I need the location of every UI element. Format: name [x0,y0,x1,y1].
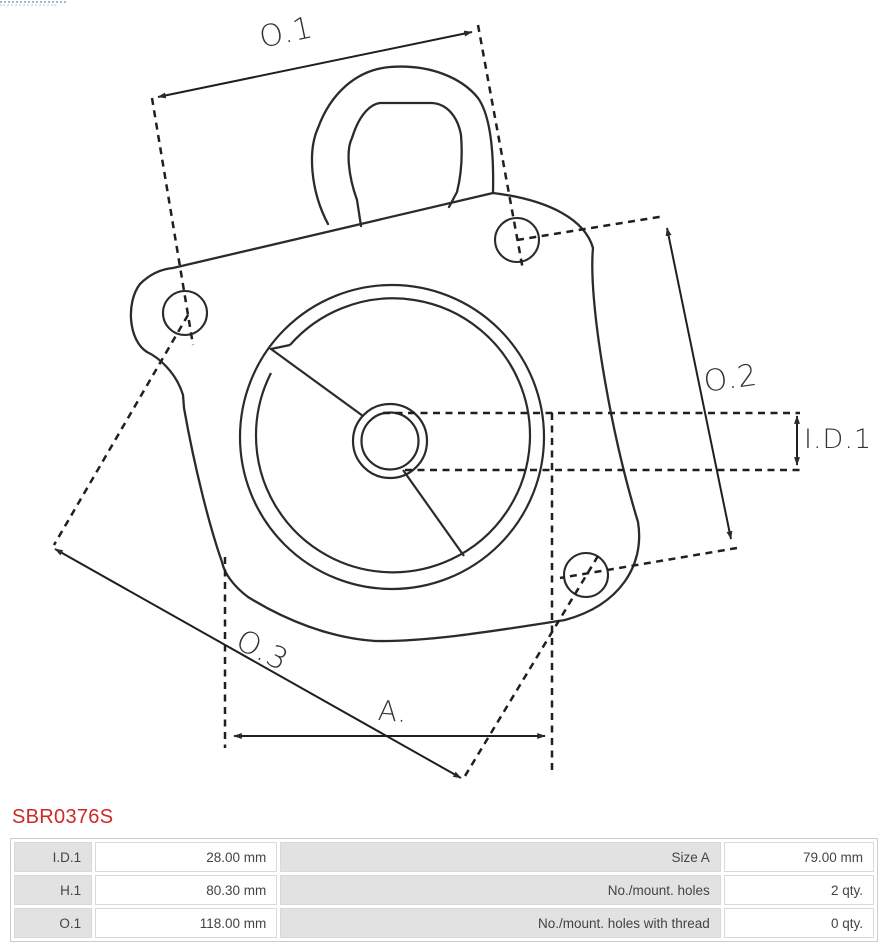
inner-circle [256,298,530,572]
handle-opening [349,103,462,226]
attr-name-cell: Size A [280,842,721,872]
dim-label-a: A. [376,694,409,730]
extension-lines [54,25,800,776]
dim-code-cell: O.1 [14,908,92,938]
table-row [14,842,874,872]
table-row [14,908,874,938]
dim-value-cell: 80.30 mm [95,875,277,905]
part-number-link[interactable]: SBR0376S [12,806,114,828]
table-row [14,875,874,905]
dim-label-o2: O.2 [701,357,760,400]
dim-label-o3: O.3 [230,622,295,679]
sector-line-upper [271,345,363,416]
attr-value-cell: 2 qty. [724,875,874,905]
attr-value-cell: 0 qty. [724,908,874,938]
attr-name-cell: No./mount. holes [280,875,721,905]
sector-line-lower [403,470,464,556]
hub-outer-circle [353,404,427,478]
attr-value-cell: 79.00 mm [724,842,874,872]
dim-value-cell: 28.00 mm [95,842,277,872]
dimension-lines [55,32,797,778]
attr-name-cell: No./mount. holes with thread [280,908,721,938]
dim-code-cell: H.1 [14,875,92,905]
spec-table [10,838,878,942]
bore-circles [240,285,544,589]
outer-circle [240,285,544,589]
cover-plate-outline [131,67,639,641]
dim-label-id1: I.D.1 [804,424,873,455]
hub-inner-circle [362,413,419,470]
dim-label-o1: O.1 [256,10,317,56]
dim-value-cell: 118.00 mm [95,908,277,938]
dim-code-cell: I.D.1 [14,842,92,872]
